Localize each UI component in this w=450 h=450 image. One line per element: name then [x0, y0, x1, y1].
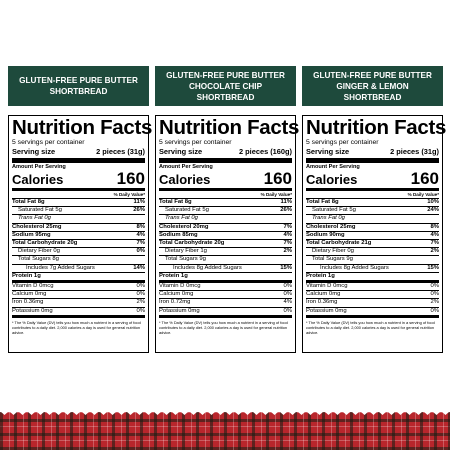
nutrient-row — [306, 207, 439, 215]
nutrient-dv: 2% — [430, 248, 439, 255]
nutrient-row — [306, 224, 439, 232]
nutrient-label: Includes 8g Added Sugars — [173, 264, 242, 271]
nutrient-label: Total Sugars 9g — [165, 256, 206, 263]
nutrient-row — [159, 256, 292, 264]
calories-value: 160 — [410, 169, 439, 188]
nutrient-dv: 4% — [430, 231, 439, 238]
nutrient-row — [306, 232, 439, 240]
nutrient-label: Includes 8g Added Sugars — [320, 264, 389, 271]
calories-row — [306, 171, 439, 191]
nutrient-label: Cholesterol 25mg — [12, 223, 62, 230]
nutrient-row — [306, 248, 439, 256]
nutrient-label: Total Carbohydrate 21g — [306, 240, 372, 247]
nutrient-label: Dietary Fiber 0g — [312, 248, 354, 255]
nutrient-dv: 11% — [280, 199, 292, 205]
nutrient-label: Trans Fat 0g — [18, 215, 51, 222]
vitamin-dv: 0% — [430, 283, 439, 290]
nutrition-facts-title: Nutrition Facts — [306, 116, 447, 139]
nutrition-facts-title: Nutrition Facts — [159, 116, 300, 139]
nutrient-row — [159, 199, 292, 207]
product-name-header — [155, 66, 296, 106]
nutrient-label: Saturated Fat 5g — [165, 207, 209, 214]
vitamin-row — [159, 299, 292, 307]
vitamin-row — [306, 308, 439, 318]
nutrient-dv: 15% — [280, 264, 292, 271]
calories-label: Calories — [306, 172, 358, 187]
vitamin-label: Potassium 0mg — [306, 307, 347, 314]
daily-value-header: % Daily Value* — [306, 191, 439, 199]
nutrient-row — [12, 232, 145, 240]
calories-row — [159, 171, 292, 191]
nutrient-label: Cholesterol 25mg — [306, 223, 356, 230]
nutrient-dv: 7% — [136, 240, 145, 247]
vitamin-label: Potassium 0mg — [159, 307, 200, 314]
amount-per-serving: Amount Per Serving — [306, 164, 360, 170]
nutrient-label: Cholesterol 20mg — [159, 223, 209, 230]
nutrient-row — [306, 199, 439, 207]
vitamin-row — [306, 299, 439, 307]
calories-label: Calories — [159, 172, 211, 187]
serving-size-label: Serving size — [306, 147, 350, 156]
nutrient-dv: 7% — [283, 223, 292, 230]
nutrient-row — [306, 273, 439, 283]
vitamin-dv: 0% — [283, 283, 292, 290]
nutrient-label: Total Fat 8g — [306, 199, 339, 205]
vitamin-label: Iron 0.72mg — [159, 299, 191, 306]
nutrient-row — [12, 224, 145, 232]
vitamin-row — [12, 291, 145, 299]
product-name-line: SHORTBREAD — [343, 92, 402, 102]
nutrient-label: Includes 7g Added Sugars — [26, 264, 95, 271]
nutrition-label — [302, 115, 447, 353]
nutrition-panel — [302, 66, 447, 353]
calories-label: Calories — [12, 172, 64, 187]
nutrient-row — [159, 248, 292, 256]
nutrition-label — [155, 115, 300, 353]
vitamin-dv: 0% — [430, 307, 439, 314]
product-name-line: GLUTEN-FREE PURE BUTTER — [166, 70, 285, 80]
daily-value-header: % Daily Value* — [159, 191, 292, 199]
vitamin-dv: 0% — [136, 307, 145, 314]
nutrient-dv: 8% — [430, 223, 439, 230]
product-name-line: GINGER & LEMON — [336, 81, 409, 91]
serving-size-value: 2 pieces (160g) — [239, 147, 292, 156]
nutrient-dv: 4% — [136, 231, 145, 238]
vitamin-dv: 0% — [283, 291, 292, 298]
vitamin-label: Vitamin D 0mcg — [12, 283, 54, 290]
product-name-line: SHORTBREAD — [196, 92, 255, 102]
vitamin-row — [306, 283, 439, 291]
vitamin-row — [159, 308, 292, 318]
nutrient-row — [12, 207, 145, 215]
vitamin-row — [12, 299, 145, 307]
nutrient-row — [159, 232, 292, 240]
nutrient-row — [306, 265, 439, 273]
vitamin-row — [159, 291, 292, 299]
serving-size-label: Serving size — [159, 147, 203, 156]
vitamin-dv: 4% — [283, 299, 292, 306]
amount-per-serving: Amount Per Serving — [159, 164, 213, 170]
serving-size-row — [12, 147, 145, 163]
nutrient-row — [159, 273, 292, 283]
nutrition-panel — [8, 66, 153, 353]
nutrient-dv: 0% — [136, 248, 145, 255]
calories-row — [12, 171, 145, 191]
nutrient-label: Dietary Fiber 1g — [165, 248, 207, 255]
nutrition-panel — [155, 66, 300, 353]
nutrient-label: Protein 1g — [306, 272, 335, 279]
footnote: * The % Daily Value (DV) tells you how much a nutrient in a serving of food contributes to a daily diet. 2,000 calories a day is used for general nutrition advice. — [306, 319, 435, 335]
nutrient-row — [12, 265, 145, 273]
product-name-header — [8, 66, 149, 106]
nutrition-label — [8, 115, 153, 353]
nutrient-label: Total Fat 8g — [159, 199, 192, 205]
nutrient-row — [12, 248, 145, 256]
vitamin-label: Vitamin D 0mcg — [159, 283, 201, 290]
vitamin-label: Iron 0.36mg — [12, 299, 44, 306]
nutrient-dv: 7% — [430, 240, 439, 247]
product-name-line: GLUTEN-FREE PURE BUTTER — [19, 76, 138, 85]
nutrient-dv: 11% — [133, 199, 145, 205]
vitamin-label: Calcium 0mg — [12, 291, 47, 298]
vitamin-label: Calcium 0mg — [159, 291, 194, 298]
nutrient-dv: 8% — [136, 223, 145, 230]
footnote: * The % Daily Value (DV) tells you how much a nutrient in a serving of food contributes to a daily diet. 2,000 calories a day is used for general nutrition advice. — [159, 319, 288, 335]
vitamin-dv: 0% — [136, 291, 145, 298]
nutrient-label: Saturated Fat 5g — [312, 207, 356, 214]
product-name-line: CHOCOLATE CHIP — [188, 81, 263, 91]
serving-size-value: 2 pieces (31g) — [390, 147, 439, 156]
nutrient-row — [159, 240, 292, 248]
nutrient-row — [306, 215, 439, 223]
vitamin-row — [159, 283, 292, 291]
serving-size-label: Serving size — [12, 147, 56, 156]
vitamin-dv: 0% — [136, 283, 145, 290]
nutrient-label: Total Sugars 8g — [18, 256, 59, 263]
servings-per-container: 5 servings per container — [306, 139, 379, 146]
nutrient-row — [12, 273, 145, 283]
nutrient-dv: 10% — [427, 199, 439, 205]
nutrient-label: Protein 1g — [12, 272, 41, 279]
nutrient-row — [159, 265, 292, 273]
servings-per-container: 5 servings per container — [159, 139, 232, 146]
nutrient-label: Total Carbohydrate 20g — [12, 240, 78, 247]
product-name-line: GLUTEN-FREE PURE BUTTER — [313, 70, 432, 80]
nutrient-label: Trans Fat 0g — [312, 215, 345, 222]
nutrient-label: Sodium 95mg — [12, 231, 51, 238]
nutrient-row — [306, 256, 439, 264]
nutrient-row — [12, 199, 145, 207]
nutrient-row — [159, 207, 292, 215]
nutrient-label: Trans Fat 0g — [165, 215, 198, 222]
nutrient-label: Sodium 85mg — [159, 231, 198, 238]
product-name-line: SHORTBREAD — [49, 87, 108, 96]
vitamin-row — [12, 308, 145, 318]
serving-size-value: 2 pieces (31g) — [96, 147, 145, 156]
daily-value-header: % Daily Value* — [12, 191, 145, 199]
nutrient-dv: 24% — [427, 207, 439, 214]
nutrient-dv: 14% — [133, 264, 145, 271]
nutrient-row — [12, 256, 145, 264]
nutrient-dv: 26% — [133, 207, 145, 214]
nutrient-label: Dietary Fiber 0g — [18, 248, 60, 255]
nutrient-label: Protein 1g — [159, 272, 188, 279]
vitamin-label: Potassium 0mg — [12, 307, 53, 314]
vitamin-label: Calcium 0mg — [306, 291, 341, 298]
vitamin-dv: 0% — [430, 291, 439, 298]
nutrient-label: Saturated Fat 5g — [18, 207, 62, 214]
nutrient-row — [159, 215, 292, 223]
servings-per-container: 5 servings per container — [12, 139, 85, 146]
nutrient-label: Total Sugars 9g — [312, 256, 353, 263]
nutrient-label: Total Carbohydrate 20g — [159, 240, 225, 247]
vitamin-label: Iron 0.36mg — [306, 299, 338, 306]
nutrient-label: Total Fat 8g — [12, 199, 45, 205]
zigzag-edge — [0, 405, 450, 417]
nutrient-dv: 4% — [283, 231, 292, 238]
calories-value: 160 — [116, 169, 145, 188]
vitamin-row — [306, 291, 439, 299]
product-name-header — [302, 66, 443, 106]
nutrient-row — [159, 224, 292, 232]
nutrient-label: Sodium 90mg — [306, 231, 345, 238]
serving-size-row — [159, 147, 292, 163]
nutrient-row — [12, 215, 145, 223]
nutrient-row — [12, 240, 145, 248]
vitamin-row — [12, 283, 145, 291]
calories-value: 160 — [263, 169, 292, 188]
footnote: * The % Daily Value (DV) tells you how much a nutrient in a serving of food contributes to a daily diet. 2,000 calories a day is used for general nutrition advice. — [12, 319, 141, 335]
nutrient-dv: 15% — [427, 264, 439, 271]
vitamin-dv: 0% — [283, 307, 292, 314]
vitamin-dv: 2% — [430, 299, 439, 306]
nutrition-facts-title: Nutrition Facts — [12, 116, 153, 139]
serving-size-row — [306, 147, 439, 163]
nutrient-dv: 26% — [280, 207, 292, 214]
nutrient-row — [306, 240, 439, 248]
vitamin-label: Vitamin D 0mcg — [306, 283, 348, 290]
plaid-border — [0, 412, 450, 450]
amount-per-serving: Amount Per Serving — [12, 164, 66, 170]
nutrient-dv: 7% — [283, 240, 292, 247]
vitamin-dv: 2% — [136, 299, 145, 306]
nutrient-dv: 2% — [283, 248, 292, 255]
